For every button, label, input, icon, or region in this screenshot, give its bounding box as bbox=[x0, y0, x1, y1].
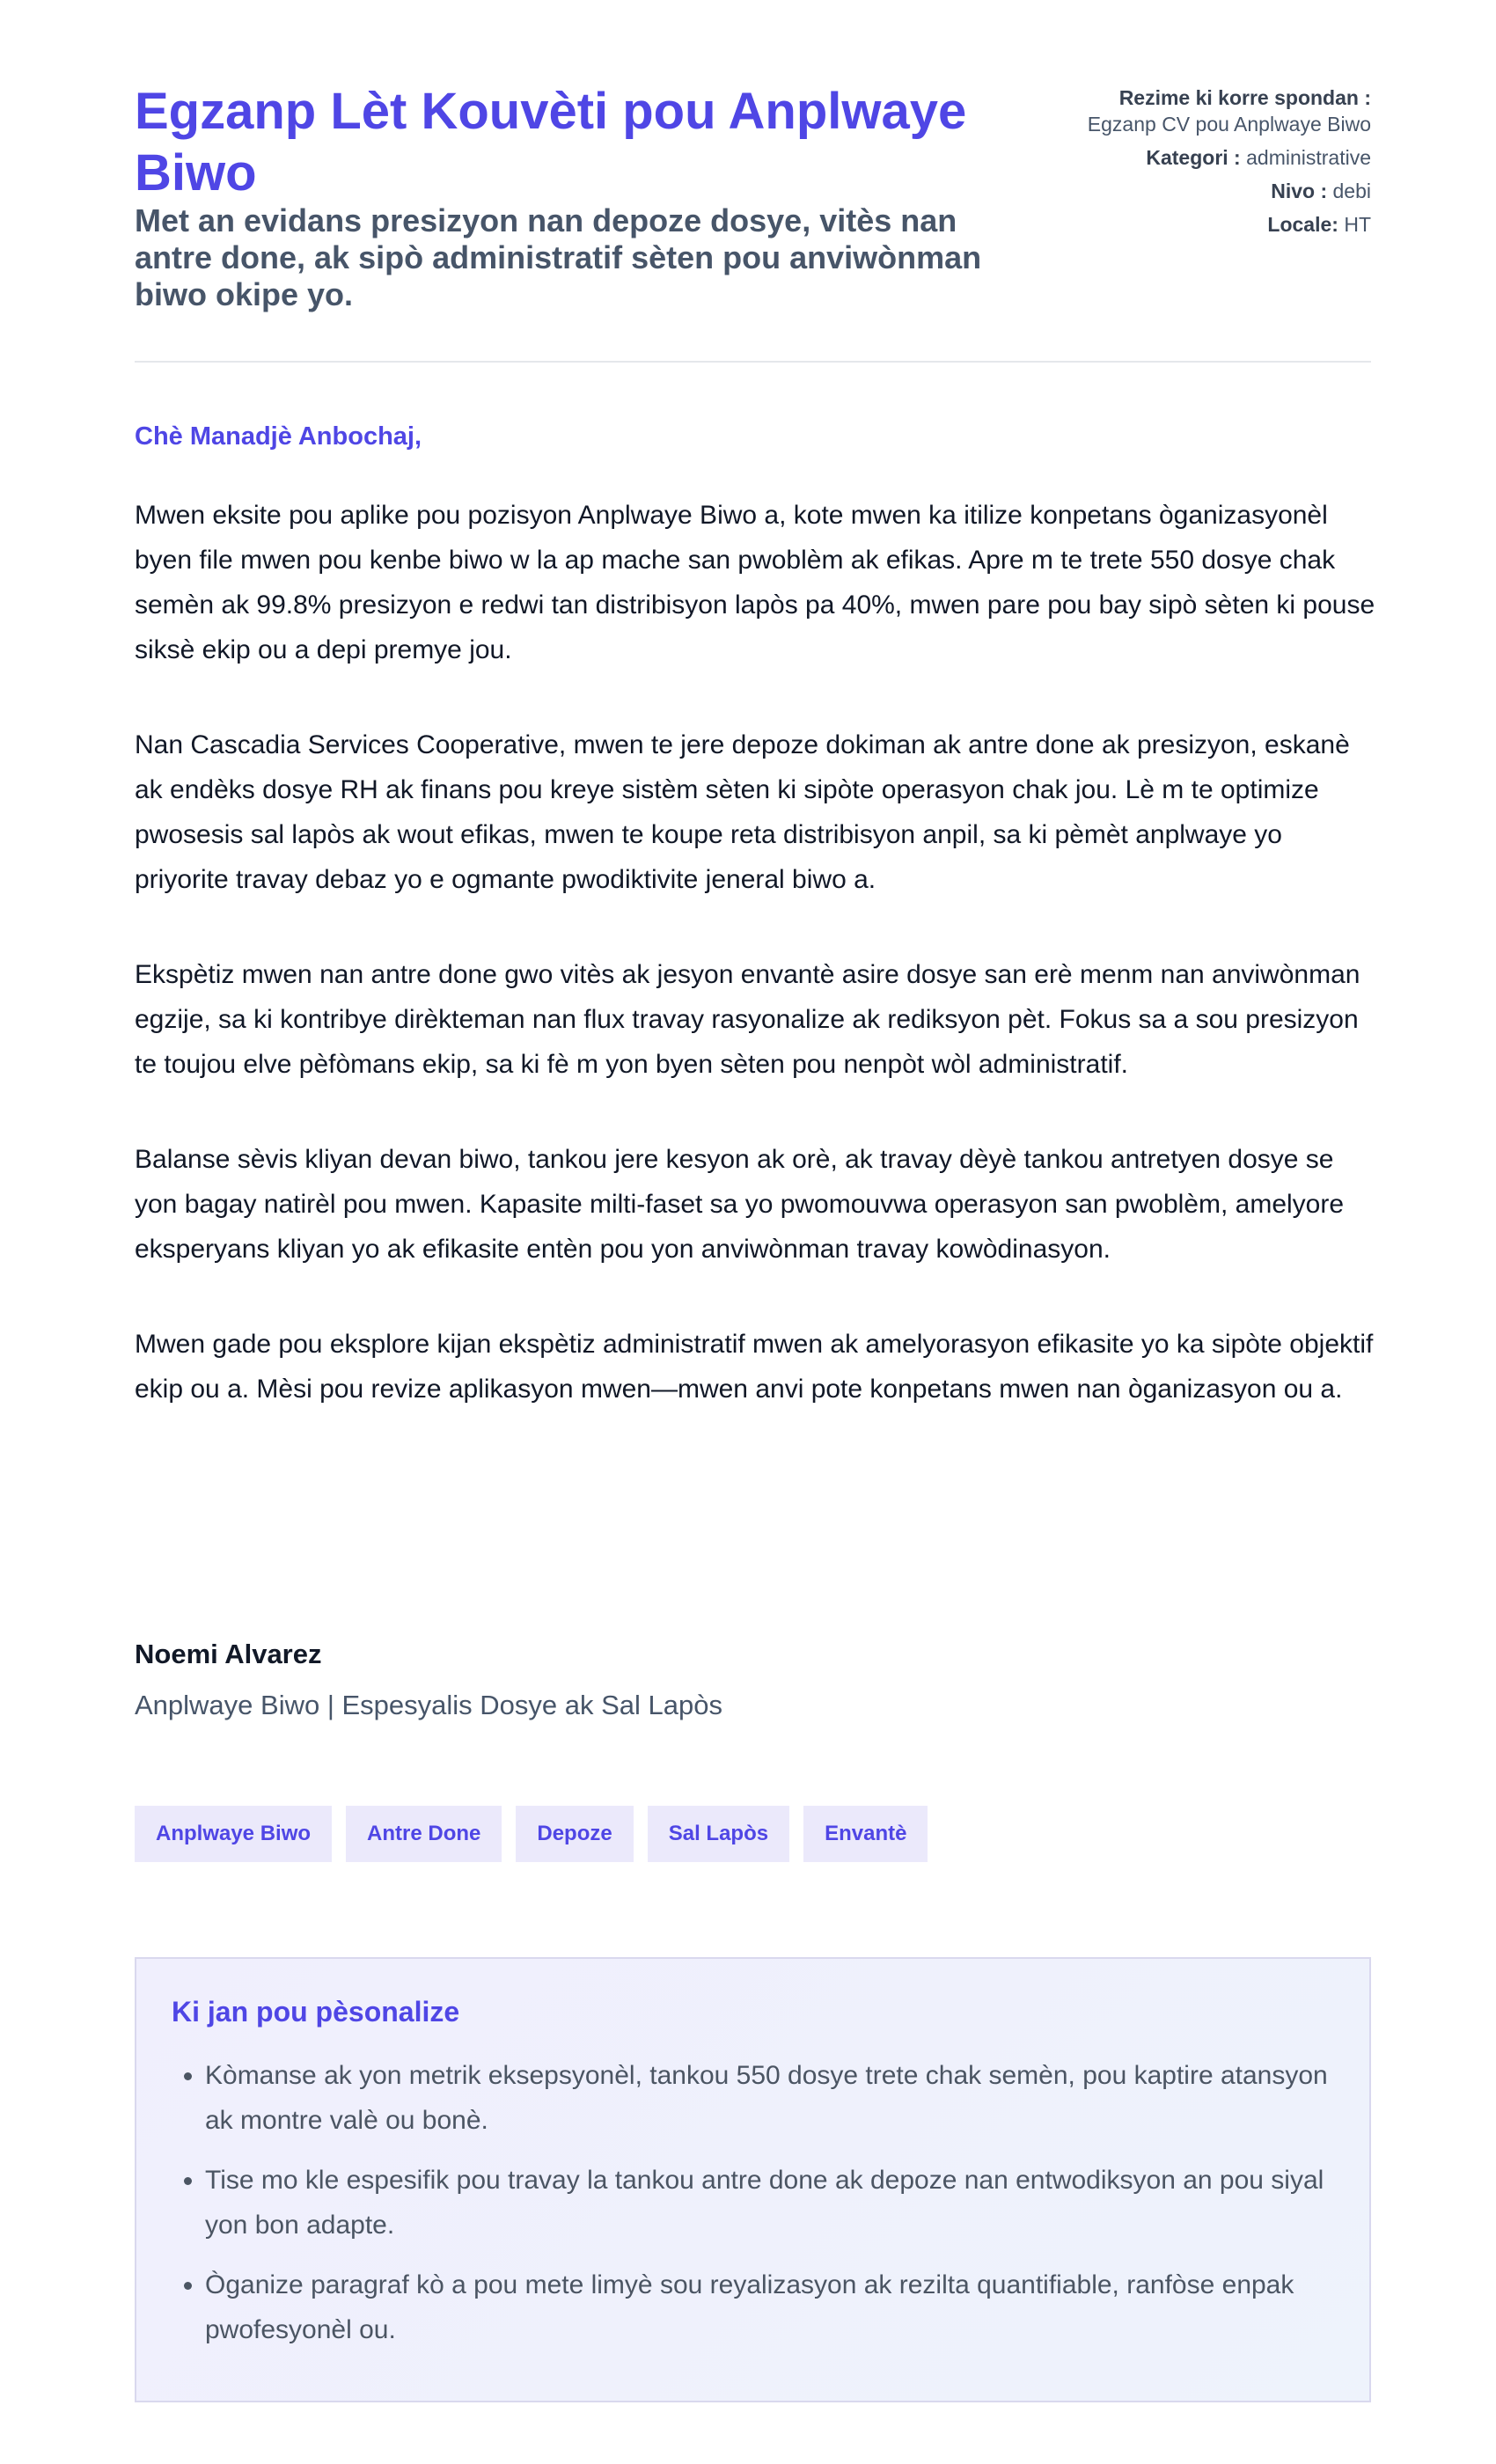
tag-chip[interactable]: Envantè bbox=[803, 1806, 928, 1862]
header bbox=[135, 0, 1371, 363]
meta-level-label: Nivo : bbox=[1271, 180, 1328, 202]
cover-letter-page bbox=[135, 0, 1375, 2344]
tips-item: • Tise mo kle espesifik pou travay la tankou antre done ak depoze nan entwodiksyon an pou siyal yon bon adapte. bbox=[205, 2158, 1334, 2248]
meta-locale-value: HT bbox=[1344, 213, 1371, 236]
tag-chip[interactable]: Sal Lapòs bbox=[648, 1806, 789, 1862]
tag-list bbox=[135, 1806, 928, 1862]
letter-paragraph: Mwen gade pou eksplore kijan ekspètiz administratif mwen ak amelyorasyon efikasite yo ka sipòte objektif ekip ou a. Mèsi pou revize aplikasyon mwen—mwen anvi pote konpetans mwen nan òganizasyon ou a. bbox=[135, 1330, 1374, 1404]
meta-category-value: administrative bbox=[1246, 146, 1371, 169]
page-title: Egzanp Lèt Kouvèti pou Anplwaye Biwo bbox=[135, 83, 967, 202]
letter-paragraph: Ekspètiz mwen nan antre done gwo vitès ak jesyon envantè asire dosye san erè menm nan anviwònman egzije, sa ki kontribye dirèkteman nan flux travay rasyonalize ak rediksyon pèt. Fokus sa a sou presizyon te toujou elve pèfòmans ekip, sa ki fè m yon byen sèten pou nenpòt wòl administratif. bbox=[135, 960, 1360, 1079]
meta-level bbox=[1001, 178, 1371, 204]
customization-tips-box bbox=[135, 1957, 1371, 2402]
tips-list bbox=[172, 2053, 1334, 2352]
letter-paragraph: Mwen eksite pou aplike pou pozisyon Anplwaye Biwo a, kote mwen ka itilize konpetans òganizasyonèl byen file mwen pou kenbe biwo w la ap mache san pwoblèm ak efikas. Apre m te trete 550 dosye chak semèn ak 99.8% presizyon e redwi tan distribisyon lapòs pa 40%, mwen pare pou bay sipò sèten ki pouse siksè ekip ou a depi premye jou. bbox=[135, 501, 1375, 664]
meta-summary-link[interactable]: Egzanp CV pou Anplwaye Biwo bbox=[1087, 113, 1371, 136]
meta-locale-label: Locale: bbox=[1267, 213, 1338, 236]
meta-panel bbox=[1001, 84, 1371, 245]
tag-chip[interactable]: Depoze bbox=[516, 1806, 633, 1862]
tag-chip[interactable]: Antre Done bbox=[346, 1806, 502, 1862]
tips-item: • Òganize paragraf kò a pou mete limyè sou reyalizasyon ak rezilta quantifiable, ranfòse enpak pwofesyonèl ou. bbox=[205, 2262, 1334, 2352]
letter-paragraph: Balanse sèvis kliyan devan biwo, tankou jere kesyon ak orè, ak travay dèyè tankou antretyen dosye se yon bagay natirèl pou mwen. Kapasite milti-faset sa yo pwomouvwa operasyon san pwoblèm, amelyore eksperyans kliyan yo ak efikasite entèn pou yon anviwònman travay kowòdinasyon. bbox=[135, 1145, 1345, 1264]
page-subtitle: Met an evidans presizyon nan depoze dosye, vitès nan antre done, ak sipò administratif sèten pou anviwònman biwo okipe yo. bbox=[135, 202, 982, 312]
meta-category-label: Kategori : bbox=[1146, 146, 1241, 169]
letter-body bbox=[135, 493, 1375, 1462]
tips-item: • Kòmanse ak yon metrik eksepsyonèl, tankou 550 dosye trete chak semèn, pou kaptire atansyon ak montre valè ou bonè. bbox=[205, 2053, 1334, 2143]
meta-summary bbox=[1001, 84, 1371, 137]
meta-locale bbox=[1001, 211, 1371, 238]
meta-summary-label: Rezime ki korre spondan : bbox=[1118, 86, 1371, 109]
letter-greeting: Chè Manadjè Anbochaj, bbox=[135, 422, 422, 451]
meta-level-value: debi bbox=[1332, 180, 1371, 202]
signature-role: Anplwaye Biwo | Espesyalis Dosye ak Sal Lapòs bbox=[135, 1690, 722, 1720]
letter-paragraph: Nan Cascadia Services Cooperative, mwen te jere depoze dokiman ak antre done ak presizyon, eskanè ak endèks dosye RH ak finans pou kreye sistèm sèten ki sipòte operasyon chak jou. Lè m te optimize pwosesis sal lapòs ak wout efikas, mwen te koupe reta distribisyon anpil, sa ki pèmèt anplwaye yo priyorite travay debaz yo e ogmante pwodiktivite jeneral biwo a. bbox=[135, 730, 1350, 894]
meta-category bbox=[1001, 144, 1371, 171]
tips-title: Ki jan pou pèsonalize bbox=[172, 1996, 460, 2028]
tag-chip[interactable]: Anplwaye Biwo bbox=[135, 1806, 332, 1862]
signature-name: Noemi Alvarez bbox=[135, 1639, 322, 1669]
